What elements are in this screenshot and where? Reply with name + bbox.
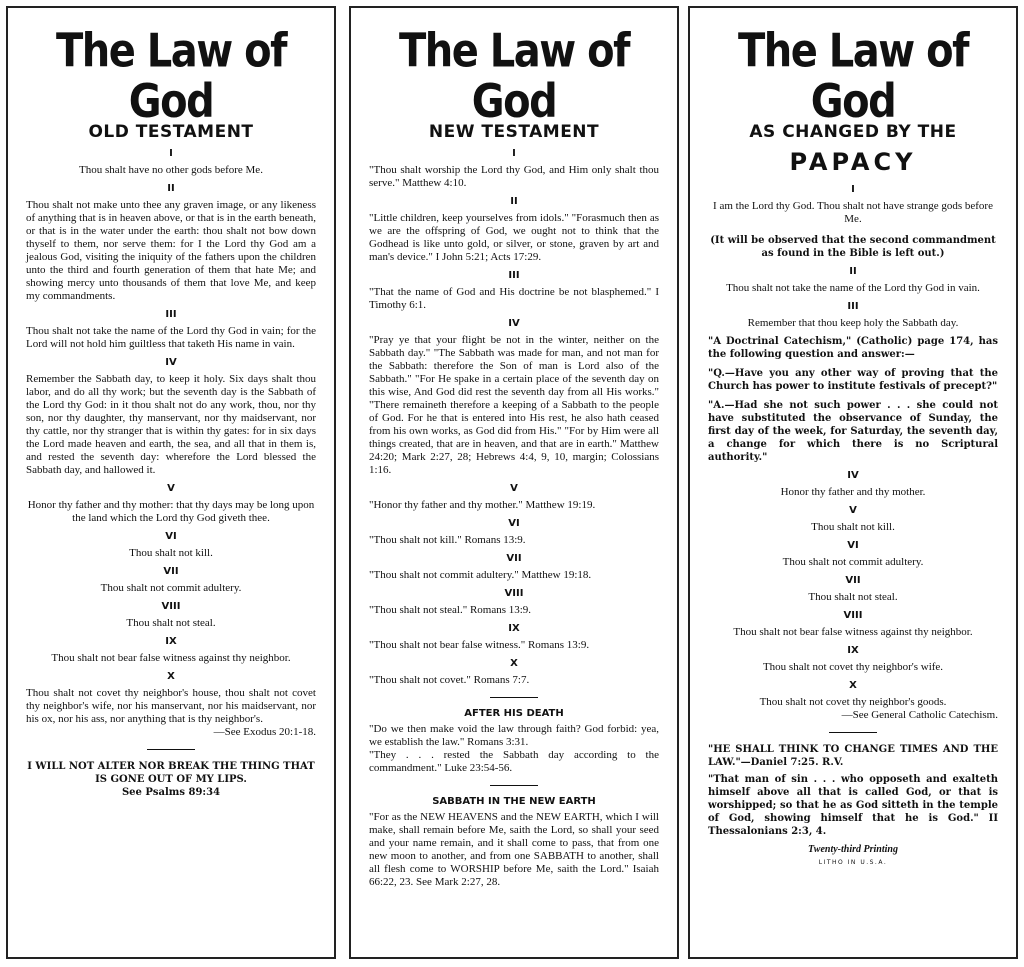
commandment-text: "Thou shalt not covet." Romans 7:7. [369, 674, 530, 686]
commandment-text: "Honor thy father and thy mother." Matthew 19:19. [369, 499, 596, 511]
commandment-text: "Thou shalt not commit adultery." Matthew 19:18. [369, 569, 592, 581]
catechism-answer: "A.—Had she not such power . . . she could not have substituted the observance of Sunday, the first day of the week, for Saturday, the seventh day, a change for which there is no Scriptural authority." [708, 400, 998, 463]
commandment-number: I [512, 148, 516, 159]
commandment-text: "Thou shalt worship the Lord thy God, and Him only shalt thou serve." Matthew 4:10. [369, 164, 659, 189]
commandment-number: VI [165, 531, 177, 542]
commandment-text: "Pray ye that your flight be not in the winter, neither on the Sabbath day." "The Sabbath was made for man, and not man for the Sabbath: therefore the Son of man is Lord also of the Sabbath." "For He spake in a certain place of the seventh day on this wise, And God did rest the seventh day from all His works." "There remaineth therefore a keeping of a Sabbath to the people of God. For he that is entered into His rest, he also hath ceased from his own works, as God did from His." "For by Him were all things created, that are in heaven, and that are in earth." Matthew 24:20; Mark 2:27, 28; Hebrews 4:4, 9, 10, margin; Colossians 1:16. [369, 334, 659, 476]
commandment-text: Thou shalt not kill. [811, 521, 895, 533]
commandment-text: Thou shalt not bear false witness against thy neighbor. [51, 652, 291, 664]
thessalonians-quote: "That man of sin . . . who opposeth and exalteth himself above all that is called God, or that is worshipped; so that he as God sitteth in the temple of God, showing himself that he is God." II Thessalonians 2:3, 4. [708, 774, 998, 837]
commandment-text: "That the name of God and His doctrine be not blasphemed." I Timothy 6:1. [369, 286, 659, 311]
panel-subtitle: NEW TESTAMENT [428, 122, 600, 142]
printing-note: Twenty-third Printing [808, 844, 898, 855]
catechism-question: "Q.—Have you any other way of proving that the Church has power to institute festivals of precept?" [708, 368, 998, 392]
after-his-death-text: "They . . . rested the Sabbath day according to the commandment." Luke 23:54-56. [369, 749, 659, 774]
commandment-number: VIII [843, 610, 863, 621]
commandment-number: VII [506, 553, 522, 564]
commandment-number: VII [845, 575, 861, 586]
commandment-number: IV [847, 470, 859, 481]
commandment-number: VIII [504, 588, 524, 599]
commandment-text: Thou shalt not make unto thee any graven image, or any likeness of anything that is in heaven above, or that is in the earth beneath, or that is in the water under the earth: thou shalt not bow down thyself to them, nor serve them: for I the Lord thy God am a jealous God, visiting the iniquity of the fathers upon the children unto the third and fourth generation of them that hate Me; and showing mercy unto thousands of them that love Me, and keep my commandments. [26, 199, 316, 302]
commandment-number: IX [847, 645, 859, 656]
commandment-text: Thou shalt not take the name of the Lord thy God in vain. [726, 282, 980, 294]
commandment-number: II [849, 266, 857, 277]
scripture-reference: —See General Catholic Catechism. [841, 709, 998, 721]
commandment-number: IV [508, 318, 520, 329]
panel-subtitle: OLD TESTAMENT [88, 122, 254, 142]
commandment-text: "Thou shalt not steal." Romans 13:9. [369, 604, 532, 616]
new-testament-panel [349, 6, 679, 959]
commandment-number: III [165, 309, 177, 320]
new-earth-text: "For as the NEW HEAVENS and the NEW EARTH, which I will make, shall remain before Me, saith the Lord, so shall your seed and your name remain, and it shall come to pass, that from one new moon to another, and from one SABBATH to another, shall all flesh come to WORSHIP before Me, saith the Lord." Isaiah 66:22, 23. See Mark 2:27, 28. [369, 811, 659, 888]
new-earth-heading: SABBATH IN THE NEW EARTH [432, 796, 596, 807]
commandment-text: Thou shalt not covet thy neighbor's house, thou shalt not covet thy neighbor's wife, nor his manservant, nor his maidservant, nor his ox, nor his ass, nor anything that is thy neighbor's. [26, 687, 316, 725]
commandment-number: I [169, 148, 173, 159]
commandment-number: VIII [161, 601, 181, 612]
commandment-text: Thou shalt not kill. [129, 547, 213, 559]
commandment-number: II [510, 196, 518, 207]
panel-subtitle: AS CHANGED BY THE [749, 122, 957, 142]
litho-note: LITHO IN U.S.A. [818, 859, 888, 866]
omission-note: (It will be observed that the second commandment as found in the Bible is left out.) [710, 235, 996, 259]
commandment-number: IV [165, 357, 177, 368]
commandment-text: I am the Lord thy God. Thou shalt not have strange gods before Me. [713, 200, 993, 225]
commandment-text: Remember that thou keep holy the Sabbath day. [747, 317, 959, 329]
commandment-text: Thou shalt not commit adultery. [782, 556, 924, 568]
after-his-death-heading: AFTER HIS DEATH [464, 708, 564, 719]
commandment-text: Thou shalt have no other gods before Me. [79, 164, 263, 176]
commandment-number: VII [163, 566, 179, 577]
commandment-text: Thou shalt not take the name of the Lord thy God in vain; for the Lord will not hold him guiltless that taketh His name in vain. [26, 325, 316, 350]
daniel-heading: "HE SHALL THINK TO CHANGE TIMES AND THE LAW."—Daniel 7:25. R.V. [708, 744, 998, 768]
panel-subtitle-papacy: PAPACY [789, 148, 917, 176]
footer-reference: See Psalms 89:34 [121, 787, 221, 798]
commandment-text: Thou shalt not commit adultery. [100, 582, 242, 594]
commandment-number: III [847, 301, 859, 312]
commandment-number: II [167, 183, 175, 194]
divider [829, 732, 877, 733]
commandment-text: Thou shalt not covet thy neighbor's wife. [762, 661, 944, 673]
papacy-panel [688, 6, 1018, 959]
commandment-text: Thou shalt not bear false witness against thy neighbor. [733, 626, 973, 638]
commandment-number: X [167, 671, 175, 682]
commandment-text: "Little children, keep yourselves from idols." "Forasmuch then as we are the offspring of God, we ought not to think that the Godhead is like unto gold, or silver, or stone, graven by art and man's device." I John 5:21; Acts 17:29. [369, 212, 659, 263]
commandment-text: Honor thy father and thy mother: that thy days may be long upon the land which the Lord thy God giveth thee. [27, 499, 315, 524]
commandment-number: X [849, 680, 857, 691]
commandment-number: X [510, 658, 518, 669]
commandment-text: Thou shalt not steal. [126, 617, 216, 629]
commandment-number: V [849, 505, 857, 516]
commandment-text: "Thou shalt not bear false witness." Romans 13:9. [369, 639, 590, 651]
commandment-text: Thou shalt not steal. [808, 591, 898, 603]
commandment-text: "Thou shalt not kill." Romans 13:9. [369, 534, 526, 546]
commandment-number: IX [508, 623, 520, 634]
commandment-number: I [851, 184, 855, 195]
commandment-number: VI [508, 518, 520, 529]
divider [147, 749, 195, 750]
commandment-text: Thou shalt not covet thy neighbor's goods. [759, 696, 947, 708]
panel-title: The Law of God [398, 24, 630, 129]
after-his-death-text: "Do we then make void the law through faith? God forbid: yea, we establish the law." Romans 3:31. [369, 723, 659, 748]
panel-title: The Law of God [55, 24, 287, 129]
commandment-text: Remember the Sabbath day, to keep it holy. Six days shalt thou labor, and do all thy work; but the seventh day is the Sabbath of the Lord thy God: in it thou shalt not do any work, thou, nor thy son, nor thy daughter, thy manservant, nor thy maidservant, nor thy cattle, nor thy stranger that is within thy gates: for in six days the Lord made heaven and earth, the sea, and all that in them is, and rested the seventh day: wherefore the Lord blessed the Sabbath day, and hallowed it. [26, 373, 316, 476]
old-testament-panel [6, 6, 336, 959]
divider [490, 697, 538, 698]
commandment-number: III [508, 270, 520, 281]
divider [490, 785, 538, 786]
catechism-intro: "A Doctrinal Catechism," (Catholic) page 174, has the following question and answer:— [708, 336, 998, 360]
commandment-number: V [167, 483, 175, 494]
commandment-number: VI [847, 540, 859, 551]
commandment-number: IX [165, 636, 177, 647]
commandment-number: V [510, 483, 518, 494]
commandment-text: Honor thy father and thy mother. [780, 486, 926, 498]
footer-quote: I WILL NOT ALTER NOR BREAK THE THING THAT IS GONE OUT OF MY LIPS. [27, 761, 315, 785]
scripture-reference: —See Exodus 20:1-18. [213, 726, 316, 738]
panel-title: The Law of God [737, 24, 969, 129]
